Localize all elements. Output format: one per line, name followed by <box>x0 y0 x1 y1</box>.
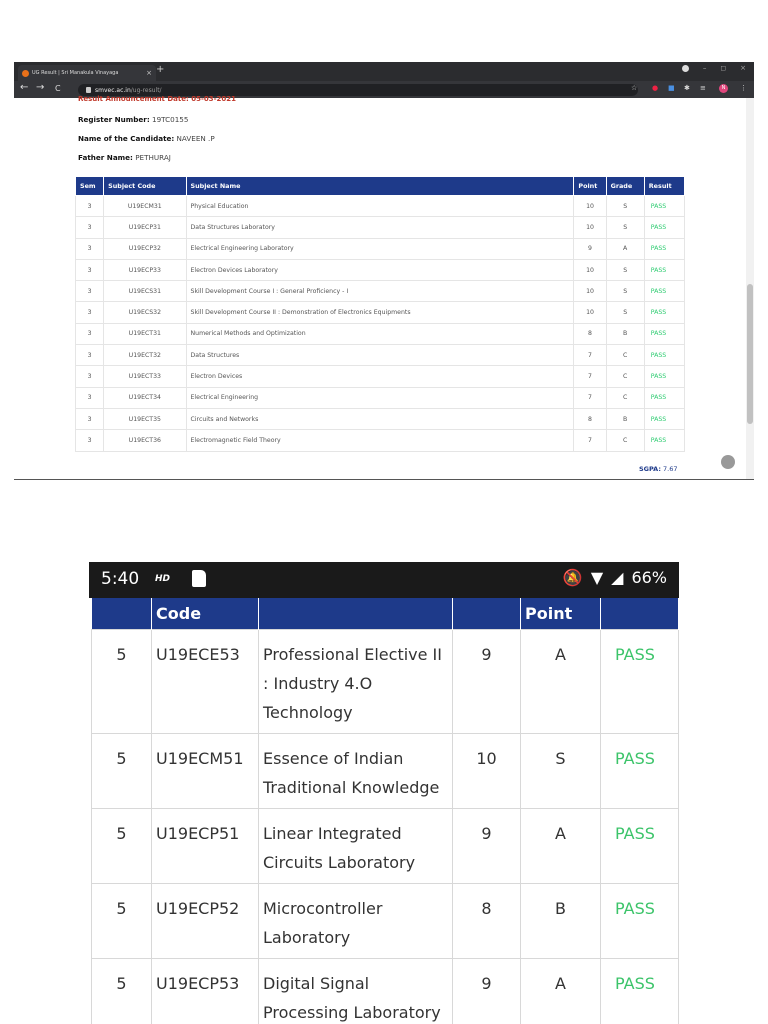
back-button[interactable]: ← <box>20 82 29 93</box>
extension-red-icon[interactable]: ● <box>652 84 659 92</box>
table-row <box>76 238 685 259</box>
cell-grade: S <box>606 196 644 217</box>
desktop-browser-screenshot <box>14 62 754 480</box>
cell-point: 7 <box>574 387 606 408</box>
tab-close-icon[interactable]: × <box>146 68 152 77</box>
cell-sem: 5 <box>92 629 152 733</box>
cell-result: PASS <box>644 259 684 280</box>
sgpa-value: 7.67 <box>660 465 678 473</box>
forward-button[interactable]: → <box>36 82 45 93</box>
table-row <box>76 259 685 280</box>
cell-result: PASS <box>601 629 679 733</box>
table-row <box>76 366 685 387</box>
wifi-icon: ▼ <box>590 568 604 587</box>
cell-point: 10 <box>574 302 606 323</box>
cell-subject-code: U19ECM51 <box>152 733 259 808</box>
sd-card-icon <box>192 570 206 587</box>
header-subject-name: Subject Name <box>186 177 574 196</box>
cell-subject-code: U19ECS31 <box>104 281 186 302</box>
cell-point: 10 <box>574 259 606 280</box>
desktop-results-table <box>75 176 685 452</box>
table-row <box>76 387 685 408</box>
table-header-row <box>76 177 685 196</box>
extensions-puzzle-icon[interactable]: ✱ <box>684 84 690 92</box>
cell-result: PASS <box>601 733 679 808</box>
cell-grade: A <box>521 958 601 1024</box>
cell-sem: 3 <box>76 259 104 280</box>
cell-sem: 3 <box>76 408 104 429</box>
m-header-point-a <box>453 598 521 629</box>
table-row <box>76 323 685 344</box>
tab-title: UG Result | Sri Manakula Vinayaga <box>32 70 119 76</box>
table-row <box>92 883 679 958</box>
cell-point: 7 <box>574 366 606 387</box>
page-content <box>14 95 754 480</box>
status-bar <box>89 562 679 598</box>
cell-result: PASS <box>644 387 684 408</box>
cell-result: PASS <box>601 958 679 1024</box>
table-row <box>76 345 685 366</box>
m-header-sem <box>92 598 152 629</box>
cell-subject-name: Numerical Methods and Optimization <box>186 323 574 344</box>
m-header-code: Code <box>152 598 259 629</box>
cell-grade: C <box>606 345 644 366</box>
cell-point: 10 <box>574 281 606 302</box>
cell-subject-code: U19ECS32 <box>104 302 186 323</box>
page-scrollbar[interactable] <box>746 98 754 480</box>
cell-result: PASS <box>644 196 684 217</box>
cell-grade: B <box>606 323 644 344</box>
cell-subject-code: U19ECP53 <box>152 958 259 1024</box>
candidate-name-value: NAVEEN .P <box>174 134 215 143</box>
scrollbar-thumb[interactable] <box>747 284 753 424</box>
cell-sem: 3 <box>76 281 104 302</box>
mute-notifications-icon: 🔕 <box>562 568 583 587</box>
cell-result: PASS <box>644 345 684 366</box>
cell-subject-name: Digital Signal Processing Laboratory <box>259 958 453 1024</box>
status-time: 5:40 <box>101 569 140 589</box>
maximize-button[interactable]: ◻ <box>720 64 727 72</box>
cell-point: 10 <box>574 217 606 238</box>
cell-sem: 3 <box>76 196 104 217</box>
cell-grade: S <box>606 281 644 302</box>
cell-subject-name: Electron Devices Laboratory <box>186 259 574 280</box>
scroll-to-top-button[interactable] <box>721 455 735 469</box>
close-window-button[interactable]: × <box>740 64 746 72</box>
register-number-value: 19TC0155 <box>149 115 189 124</box>
cell-sem: 5 <box>92 883 152 958</box>
father-name <box>78 153 171 162</box>
table-row <box>76 302 685 323</box>
cell-result: PASS <box>644 281 684 302</box>
cell-sem: 3 <box>76 323 104 344</box>
cell-result: PASS <box>644 366 684 387</box>
battery-level: 66% <box>631 568 667 587</box>
site-favicon-icon <box>22 70 29 77</box>
cell-subject-code: U19ECE53 <box>152 629 259 733</box>
header-result: Result <box>644 177 684 196</box>
browser-menu-icon[interactable]: ⋮ <box>740 84 747 92</box>
cell-sem: 5 <box>92 958 152 1024</box>
cell-result: PASS <box>644 238 684 259</box>
sgpa <box>639 465 677 473</box>
table-row <box>76 430 685 451</box>
profile-avatar[interactable]: N <box>719 84 728 93</box>
cell-subject-name: Physical Education <box>186 196 574 217</box>
cell-grade: S <box>606 302 644 323</box>
table-row <box>92 808 679 883</box>
cell-result: PASS <box>601 808 679 883</box>
cell-subject-code: U19ECP32 <box>104 238 186 259</box>
cell-result: PASS <box>644 217 684 238</box>
signal-icon: ◢ <box>611 568 624 587</box>
cell-grade: A <box>521 808 601 883</box>
lock-icon <box>86 87 91 93</box>
father-name-value: PETHURAJ <box>132 153 171 162</box>
cell-subject-name: Circuits and Networks <box>186 408 574 429</box>
cell-subject-name: Electron Devices <box>186 366 574 387</box>
cell-grade: S <box>606 217 644 238</box>
cell-point: 9 <box>453 808 521 883</box>
cell-sem: 5 <box>92 808 152 883</box>
cell-grade: B <box>521 883 601 958</box>
cell-sem: 3 <box>76 238 104 259</box>
cell-sem: 3 <box>76 430 104 451</box>
cell-grade: A <box>606 238 644 259</box>
m-header-name <box>259 598 453 629</box>
cell-grade: S <box>606 259 644 280</box>
cell-subject-code: U19ECT35 <box>104 408 186 429</box>
minimize-button[interactable]: – <box>702 64 707 72</box>
cell-sem: 3 <box>76 217 104 238</box>
cell-subject-code: U19ECM31 <box>104 196 186 217</box>
father-name-label: Father Name: <box>78 153 133 162</box>
mobile-header-row <box>92 598 679 629</box>
status-icons <box>563 568 667 587</box>
cell-point: 8 <box>574 323 606 344</box>
cell-subject-code: U19ECT34 <box>104 387 186 408</box>
account-icon[interactable] <box>682 65 689 72</box>
m-header-result <box>601 598 679 629</box>
header-sem: Sem <box>76 177 104 196</box>
cell-subject-code: U19ECP31 <box>104 217 186 238</box>
reload-button[interactable]: C <box>55 84 61 93</box>
mobile-screenshot <box>89 562 679 1024</box>
cell-grade: C <box>606 387 644 408</box>
cell-subject-code: U19ECP52 <box>152 883 259 958</box>
cell-result: PASS <box>601 883 679 958</box>
new-tab-button[interactable]: + <box>156 64 165 75</box>
cell-result: PASS <box>644 430 684 451</box>
cell-grade: C <box>606 366 644 387</box>
bookmark-star-icon[interactable]: ☆ <box>631 84 638 92</box>
cell-subject-code: U19ECT32 <box>104 345 186 366</box>
cell-grade: B <box>606 408 644 429</box>
candidate-name <box>78 134 215 143</box>
cell-subject-name: Data Structures <box>186 345 574 366</box>
cell-sem: 3 <box>76 345 104 366</box>
extension-blue-icon[interactable]: ■ <box>668 84 675 92</box>
hd-voice-icon: HD <box>155 574 171 584</box>
register-number-label: Register Number: <box>78 115 150 124</box>
browser-tab[interactable] <box>18 65 156 81</box>
table-row <box>76 408 685 429</box>
media-control-icon[interactable]: ≡ <box>700 84 706 92</box>
cell-subject-name: Electrical Engineering <box>186 387 574 408</box>
header-point: Point <box>574 177 606 196</box>
cell-subject-code: U19ECT33 <box>104 366 186 387</box>
url-host: smvec.ac.in <box>95 86 131 94</box>
cell-grade: S <box>521 733 601 808</box>
cell-point: 9 <box>453 958 521 1024</box>
cell-subject-name: Professional Elective II : Industry 4.O Technology <box>259 629 453 733</box>
cell-sem: 5 <box>92 733 152 808</box>
cell-subject-name: Microcontroller Laboratory <box>259 883 453 958</box>
m-header-point: Point <box>521 598 601 629</box>
table-row <box>92 733 679 808</box>
cell-grade: C <box>606 430 644 451</box>
cell-subject-code: U19ECT31 <box>104 323 186 344</box>
cell-sem: 3 <box>76 302 104 323</box>
cell-point: 7 <box>574 345 606 366</box>
table-row <box>92 958 679 1024</box>
cell-result: PASS <box>644 302 684 323</box>
cell-result: PASS <box>644 323 684 344</box>
cell-subject-name: Linear Integrated Circuits Laboratory <box>259 808 453 883</box>
header-grade: Grade <box>606 177 644 196</box>
cell-point: 7 <box>574 430 606 451</box>
url-path: /ug-result/ <box>130 86 162 94</box>
cell-subject-name: Skill Development Course II : Demonstration of Electronics Equipments <box>186 302 574 323</box>
candidate-name-label: Name of the Candidate: <box>78 134 175 143</box>
cell-point: 10 <box>574 196 606 217</box>
cell-grade: A <box>521 629 601 733</box>
cell-point: 9 <box>453 629 521 733</box>
mobile-results-table <box>91 598 679 1024</box>
cell-point: 8 <box>453 883 521 958</box>
cell-subject-code: U19ECP51 <box>152 808 259 883</box>
cell-subject-name: Electromagnetic Field Theory <box>186 430 574 451</box>
table-row <box>76 281 685 302</box>
cell-subject-name: Data Structures Laboratory <box>186 217 574 238</box>
window-controls <box>682 65 746 72</box>
table-row <box>92 629 679 733</box>
browser-tab-bar <box>14 62 754 81</box>
result-announcement-heading: Result Announcement Date: 05-03-2021 <box>78 95 236 101</box>
table-row <box>76 217 685 238</box>
cell-result: PASS <box>644 408 684 429</box>
register-number <box>78 115 188 124</box>
cell-subject-code: U19ECT36 <box>104 430 186 451</box>
cell-point: 10 <box>453 733 521 808</box>
table-row <box>76 196 685 217</box>
cell-subject-name: Essence of Indian Traditional Knowledge <box>259 733 453 808</box>
cell-point: 9 <box>574 238 606 259</box>
header-subject-code: Subject Code <box>104 177 186 196</box>
cell-subject-code: U19ECP33 <box>104 259 186 280</box>
cell-sem: 3 <box>76 366 104 387</box>
cell-subject-name: Skill Development Course I : General Proficiency - I <box>186 281 574 302</box>
cell-point: 8 <box>574 408 606 429</box>
cell-subject-name: Electrical Engineering Laboratory <box>186 238 574 259</box>
cell-sem: 3 <box>76 387 104 408</box>
sgpa-label: SGPA: <box>639 465 661 473</box>
